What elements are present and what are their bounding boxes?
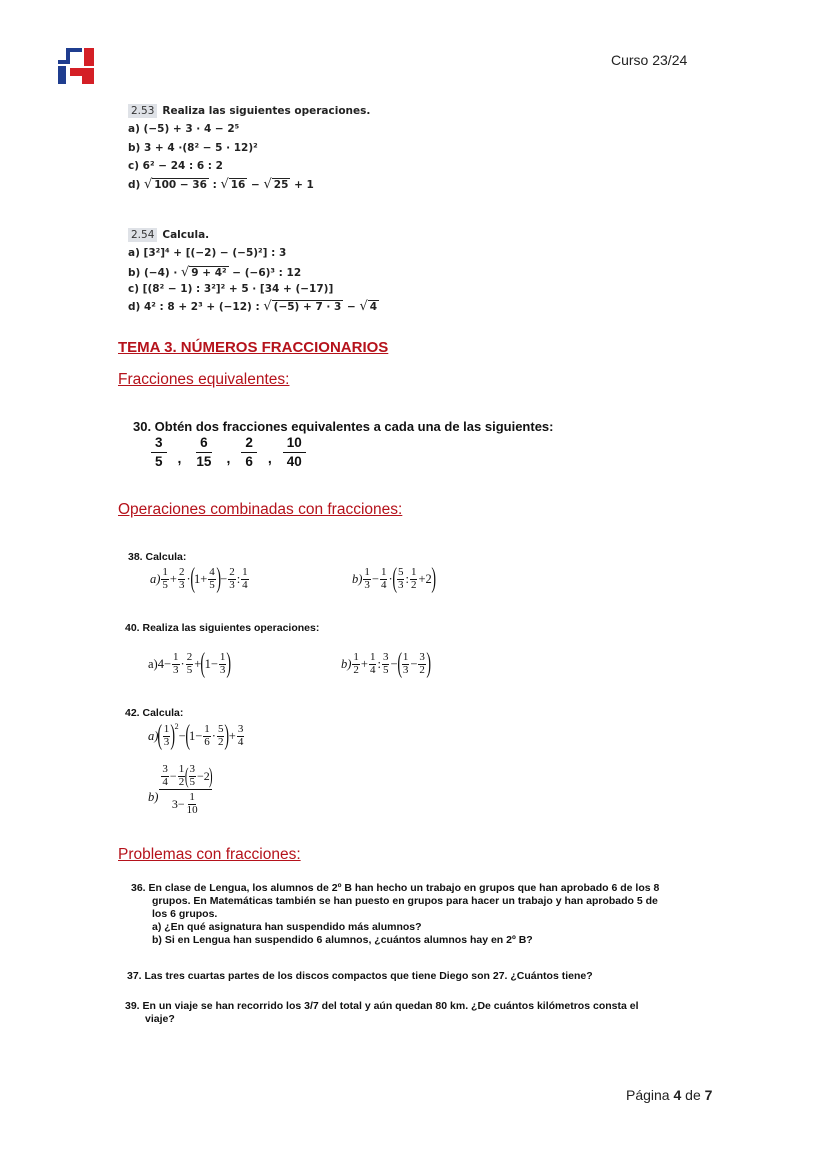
- section-heading: TEMA 3. NÚMEROS FRACCIONARIOS: [118, 339, 389, 356]
- course-label: Curso 23/24: [611, 52, 688, 68]
- exercise-30-title: 30. Obtén dos fracciones equivalentes a cada una de las siguientes:: [133, 419, 554, 434]
- exercise-40-a: a)4− $\frac{1}{3}$ · $\frac{2}{5}$ + ( 1− $\frac{1}{3}$ ): [148, 648, 232, 679]
- item-b: b) 3 + 4 ·(8² − 5 · 12)²: [128, 142, 258, 154]
- item-c: c) 6² − 24 : 6 : 2: [128, 160, 223, 172]
- item-d: d) √ 100 − 36 : √ 16 − √ 25 + 1: [128, 177, 314, 192]
- item-b: b) (−4) · √ 9 + 4² − (−6)³ : 12: [128, 265, 302, 280]
- fraction: $\frac{10}{40}$: [283, 436, 306, 469]
- subsection-problemas: Problemas con fracciones:: [118, 846, 301, 863]
- exercise-title: Calcula.: [162, 229, 210, 241]
- fraction: $\frac{3}{5}$: [151, 436, 167, 469]
- subsection-equivalentes: Fracciones equivalentes:: [118, 371, 290, 388]
- brand-logo-icon: [56, 46, 96, 86]
- exercise-2-53: [128, 104, 528, 194]
- problem-39: 39. En un viaje se han recorrido los 3/7 del total y aún quedan 80 km. ¿De cuántos kilómetros consta el viaje?: [125, 1000, 639, 1025]
- item-a: a) (−5) + 3 · 4 − 2⁵: [128, 123, 240, 135]
- exercise-38-title: 38. Calcula:: [128, 551, 187, 563]
- exercise-42-title: 42. Calcula:: [125, 707, 184, 719]
- exercise-38-b: b) $\frac{1}{3}$ − $\frac{1}{4}$ · ( $\frac{5}{3}$ : $\frac{1}{2}$ +2 ): [352, 563, 436, 594]
- exercise-40-b: b) $\frac{1}{2}$ + $\frac{1}{4}$ : $\frac{3}{5}$ − ( $\frac{1}{3}$ − $\frac{3}{2}$ ): [341, 648, 431, 679]
- item-a: a) [3²]⁴ + [(−2) − (−5)²] : 3: [128, 247, 287, 259]
- exercise-2-54: [128, 228, 528, 318]
- page-number: Página 4 de 7: [626, 1087, 713, 1103]
- item-c: c) [(8² − 1) : 3²]² + 5 · [34 + (−17)]: [128, 283, 334, 295]
- exercise-38-a: a) $\frac{1}{5}$ + $\frac{2}{3}$ · ( 1+ $\frac{4}{5}$ ) − $\frac{2}{3}$ : $\frac{1}{4}$: [150, 563, 248, 594]
- problem-36: 36. En clase de Lengua, los alumnos de 2º B han hecho un trabajo en grupos que han aprobado 6 de los 8 grupos. En Matemáticas también se han puesto en grupos para hacer un trabajo y han aprobado 5 de los 6 grupos. a) ¿En qué asignatura han suspendido más alumnos? b) Si en Lengua han suspendido 6 alumnos, ¿cuántos alumnos hay en 2º B?: [131, 882, 660, 946]
- item-d: d) 4² : 8 + 2³ + (−12) : √ (−5) + 7 · 3 − √ 4: [128, 299, 378, 314]
- fraction: $\frac{6}{15}$: [196, 435, 212, 470]
- exercise-number: 2.54: [128, 228, 157, 242]
- exercise-number: 2.53: [128, 104, 157, 118]
- exercise-30-fractions: $\frac{3}{5}$ , $\frac{6}{15}$ , $\frac{2}{6}$ , $\frac{10}{40}$: [150, 436, 307, 469]
- exercise-title: Realiza las siguientes operaciones.: [162, 105, 371, 117]
- exercise-42-a: a) ( $\frac{1}{3}$ ) $^2$ − ( 1− $\frac{1}{6}$ · $\frac{5}{2}$ ) + $\frac{3}{4}$: [148, 720, 244, 751]
- subsection-operaciones: Operaciones combinadas con fracciones:: [118, 501, 403, 518]
- fraction: $\frac{2}{6}$: [241, 436, 257, 469]
- problem-37: 37. Las tres cuartas partes de los discos compactos que tiene Diego son 27. ¿Cuántos tiene?: [127, 970, 593, 982]
- exercise-40-title: 40. Realiza las siguientes operaciones:: [125, 622, 320, 634]
- exercise-42-b: b) $\frac{3}{4}$ − $\frac{1}{2}$ ( $\frac{3}{5}$ −2 ) 3− $\frac{1}{10}$: [148, 763, 213, 816]
